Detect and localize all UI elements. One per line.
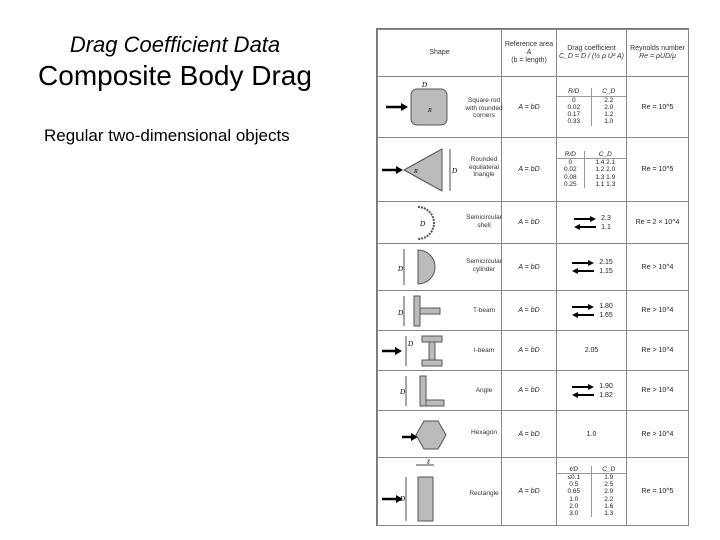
cd-value: 1.3 [604, 510, 614, 517]
cd-value: 2.15 [599, 259, 613, 266]
cd-value: 0.02 [557, 104, 591, 111]
area-cell: A = bD [502, 291, 557, 331]
cd-value: 0 [557, 96, 591, 104]
cd-subtable [557, 466, 626, 517]
flow-direction-arrows-icon [570, 302, 596, 320]
cd-value: 1.4 2.1 [595, 159, 616, 167]
cd-value: 0 [557, 159, 584, 167]
cd-value: 3.0 [557, 510, 591, 517]
area-cell: A = bD [502, 77, 557, 138]
cd-cell [557, 331, 627, 371]
cd-value: 0.08 [557, 174, 584, 181]
header-reference-area [502, 30, 557, 77]
shape-cell [378, 411, 502, 458]
table-row [378, 138, 689, 202]
flow-direction-arrows-icon [570, 258, 596, 276]
shape-label: Rounded equilateral triangle [469, 156, 499, 178]
svg-text:R: R [428, 108, 432, 114]
reynolds-cell: Re > 10^4 [627, 411, 689, 458]
shape-cell [378, 77, 502, 138]
shape-cell [378, 291, 502, 331]
reynolds-cell: Re > 10^4 [627, 371, 689, 411]
cd-value: 0.5 [557, 481, 591, 488]
cd-value: 0.02 [557, 166, 584, 173]
table-row [378, 458, 689, 526]
shape-cell [378, 138, 502, 202]
cd-value: 1.0 [586, 430, 597, 438]
reynolds-cell: Re = 10^5 [627, 138, 689, 202]
area-cell: A = bD [502, 138, 557, 202]
cd-value: 1.1 1.3 [595, 180, 616, 188]
shape-cell [378, 244, 502, 291]
header-ref-area-line1: Reference area [504, 41, 554, 48]
table-row [378, 331, 689, 371]
angle-icon [378, 372, 462, 410]
flow-direction-arrows-icon [570, 382, 596, 400]
cd-value: 0.65 [557, 488, 591, 495]
area-cell: A = bD [502, 331, 557, 371]
area-cell: A = bD [502, 244, 557, 291]
cd-value: 0.33 [557, 118, 591, 125]
header-shape: Shape [378, 30, 502, 77]
shape-label: T-beam [472, 307, 496, 314]
shape-label: Rectangle [469, 490, 499, 497]
header-reynolds-number [627, 30, 689, 77]
shape-cell [378, 458, 502, 526]
area-cell: A = bD [502, 371, 557, 411]
cd-subtable-header: C_D [584, 151, 626, 159]
area-cell: A = bD [502, 202, 557, 244]
table-row [378, 411, 689, 458]
cd-cell [557, 371, 627, 411]
header-drag-coefficient [557, 30, 627, 77]
cd-value: 1.9 [604, 473, 614, 481]
header-re-line2: Re = ρUD/μ [639, 53, 676, 60]
cd-value: 1.2 [604, 111, 614, 119]
svg-text:D: D [400, 494, 406, 503]
reynolds-cell: Re = 10^5 [627, 77, 689, 138]
cd-subtable-header: C_D [591, 88, 626, 96]
cd-value: 1.0 [604, 118, 614, 126]
drag-coefficient-table [377, 29, 689, 526]
cd-value: 1.65 [599, 311, 613, 319]
cd-value: 1.90 [599, 382, 613, 390]
table-row [378, 291, 689, 331]
cd-value: 2.2 [604, 96, 614, 104]
slide-caption: Regular two-dimensional objects [44, 126, 290, 145]
cd-value: 2.9 [604, 488, 614, 496]
cd-value: 2.0 [604, 103, 614, 111]
cd-value: 1.3 1.9 [595, 173, 616, 181]
hexagon-icon [378, 411, 462, 457]
cd-subtable-header: R/D [557, 88, 591, 96]
cd-value: 2.3 [601, 214, 611, 222]
cd-value: 1.0 [557, 496, 591, 503]
cd-subtable-header: R/D [557, 151, 584, 159]
svg-text:D: D [400, 387, 406, 396]
cd-value: 1.1 [601, 223, 611, 231]
reynolds-cell: Re > 10^4 [627, 291, 689, 331]
cd-value: 2.2 [604, 495, 614, 503]
header-ref-area-line2: A [526, 49, 532, 56]
cd-value: 1.15 [599, 268, 613, 275]
cd-value: 2.05 [584, 347, 599, 354]
svg-text:D: D [420, 219, 426, 228]
area-cell: A = bD [502, 411, 557, 458]
shape-label: I-beam [473, 347, 495, 354]
cd-subtable [557, 151, 626, 188]
t-beam-icon [378, 292, 462, 330]
table-row [378, 371, 689, 411]
cd-value: ≤0.1 [557, 473, 591, 481]
header-re-line1: Reynolds number [630, 45, 685, 52]
reynolds-cell: Re = 10^5 [627, 458, 689, 526]
header-cd-line1: Drag coefficient [567, 45, 616, 52]
table-row [378, 244, 689, 291]
svg-text:D: D [408, 339, 414, 348]
shape-label: Semicircular shell [466, 214, 502, 229]
svg-text:ℓ: ℓ [427, 458, 430, 466]
svg-text:D: D [398, 265, 404, 273]
table-row [378, 202, 689, 244]
cd-value: 1.2 2.0 [595, 166, 616, 174]
reynolds-cell: Re > 10^4 [627, 244, 689, 291]
table-row [378, 77, 689, 138]
svg-text:R: R [414, 168, 418, 175]
rounded-triangle-icon [378, 139, 462, 201]
svg-text:D: D [452, 166, 458, 175]
shape-cell [378, 331, 502, 371]
flow-direction-arrows-icon [572, 214, 598, 232]
cd-value: 1.82 [599, 391, 613, 399]
i-beam-icon [378, 332, 462, 370]
area-cell: A = bD [502, 458, 557, 526]
cd-value: 2.5 [604, 481, 614, 489]
semicircular-cylinder-icon [378, 244, 462, 290]
shape-label: Square rod with rounded corners [465, 97, 503, 119]
svg-text:D: D [422, 81, 428, 89]
cd-subtable-header: ℓ/D [557, 466, 591, 474]
square-rod-icon [378, 77, 462, 137]
cd-value: 1.6 [604, 502, 614, 510]
cd-value: 0.25 [557, 181, 584, 188]
cd-value: 2.0 [557, 503, 591, 510]
shape-label: Semicircular cylinder [466, 258, 502, 273]
cd-cell [557, 138, 627, 202]
cd-value: 1.80 [599, 302, 613, 310]
shape-label: Angle [475, 387, 493, 394]
reynolds-cell: Re > 10^4 [627, 331, 689, 371]
cd-subtable-header: C_D [591, 466, 626, 474]
shape-cell [378, 202, 502, 244]
slide-title: Composite Body Drag [38, 60, 312, 91]
cd-subtable [557, 88, 626, 125]
header-cd-line2: C_D = D / (½ ρ U² A) [558, 53, 624, 60]
semicircular-shell-icon [378, 203, 462, 243]
slide-subtitle: Drag Coefficient Data [69, 32, 281, 57]
cd-value: 0.17 [557, 111, 591, 118]
rectangle-icon [378, 459, 462, 525]
header-ref-area-line3: (b = length) [511, 57, 547, 64]
shape-cell [378, 371, 502, 411]
cd-cell [557, 458, 627, 526]
cd-cell [557, 291, 627, 331]
shape-label: Hexagon [470, 429, 498, 436]
cd-cell [557, 244, 627, 291]
cd-cell [557, 202, 627, 244]
reynolds-cell: Re = 2 × 10^4 [627, 202, 689, 244]
svg-text:D: D [398, 308, 404, 317]
cd-cell [557, 77, 627, 138]
cd-cell [557, 411, 627, 458]
table-header-row [378, 30, 689, 77]
drag-coefficient-table-figure [376, 28, 689, 526]
